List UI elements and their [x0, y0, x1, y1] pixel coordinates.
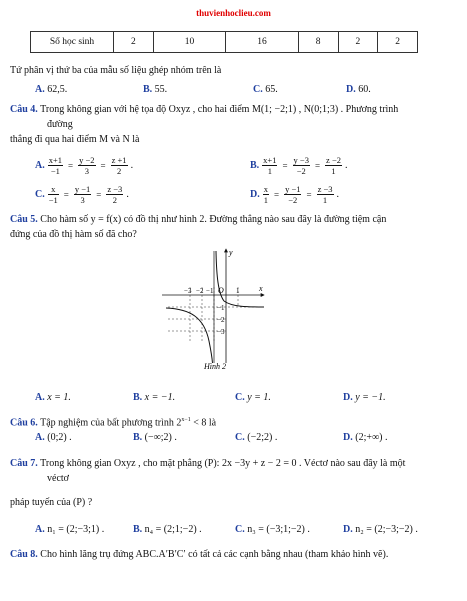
q3-question: Tứ phân vị thứ ba của mẫu số liệu ghép nhóm trên là: [10, 65, 222, 76]
q7-option-d: D. n₂ = (2;−3;−2) .: [343, 524, 418, 535]
q6-option-a: A. (0;2) .: [35, 432, 72, 443]
q5-line1: Câu 5. Cho hàm số y = f(x) có đồ thị như hình 2. Đường thẳng nào sau đây là đường tiệm cận: [10, 214, 387, 225]
origin-label: O: [218, 286, 224, 295]
q7-line2: véctơ: [47, 473, 69, 484]
tick-label: 1: [236, 287, 240, 295]
table-cell: 10: [153, 32, 226, 53]
x-axis-label: x: [259, 284, 263, 293]
q7-option-b: B. n₄ = (2;1;−2) .: [133, 524, 202, 535]
q6-option-d: D. (2;+∞) .: [343, 432, 388, 443]
q8-line1: Câu 8. Cho hình lăng trụ đứng ABC.A′B′C′ có tất cả các cạnh bằng nhau (tham khảo hình vẽ).: [10, 549, 389, 560]
watermark: thuvienhoclieu.com: [196, 8, 271, 18]
tick-label: −1: [217, 304, 225, 312]
q4-line1: Câu 4. Trong không gian với hệ tọa độ Oxyz , cho hai điểm M(1; −2;1) , N(0;1;3) . Phương trình: [10, 104, 399, 115]
tick-label: −3: [217, 328, 225, 336]
q7-option-a: A. n₁ = (2;−3;1) .: [35, 524, 105, 535]
q4-option-d: D. $\frac{x}{1}$ = $\frac{y -1}{-2}$ = $\frac{z -3}{1}$ .: [250, 184, 340, 205]
y-axis-label: y: [229, 248, 233, 257]
q5-option-c: C. y = 1.: [235, 392, 271, 403]
q7-line1: Câu 7. Trong không gian Oxyz , cho mặt phẳng (P): 2x −3y + z − 2 = 0 . Véctơ nào sau đây là một: [10, 458, 406, 469]
q5-option-b: B. x = −1.: [133, 392, 176, 403]
tick-label: −3: [184, 287, 192, 295]
q6-option-c: C. (−2;2) .: [235, 432, 278, 443]
q4-option-b: B. $\frac{x+1}{1}$ = $\frac{y -3}{-2}$ = $\frac{z -2}{1}$ .: [250, 155, 348, 176]
q3-option-b: B. 55.: [143, 84, 168, 95]
figure-caption: Hình 2: [204, 362, 226, 371]
q3-option-d: D. 60.: [346, 84, 371, 95]
q4-line3: thẳng đi qua hai điểm M và N là: [10, 134, 140, 145]
right-branch-curve: [216, 251, 264, 307]
tick-label: −2: [217, 316, 225, 324]
tick-label: −1: [206, 287, 214, 295]
q3-option-a: A. 62,5.: [35, 84, 68, 95]
q6-option-b: B. (−∞;2) .: [133, 432, 177, 443]
q3-option-c: C. 65.: [253, 84, 278, 95]
frequency-table: [30, 31, 418, 53]
table-cell: 2: [114, 32, 154, 53]
q7-option-c: C. n₃ = (−3;1;−2) .: [235, 524, 310, 535]
table-row-label: Số học sinh: [31, 32, 114, 53]
q4-line2: đường: [47, 119, 73, 130]
left-branch-curve: [166, 308, 213, 363]
table-cell: 16: [226, 32, 299, 53]
table-cell: 8: [298, 32, 338, 53]
q5-option-d: D. y = −1.: [343, 392, 386, 403]
q5-option-a: A. x = 1.: [35, 392, 71, 403]
table-cell: 2: [338, 32, 378, 53]
table-row: [31, 32, 418, 53]
function-graph-figure: [160, 245, 280, 375]
q4-option-c: C. $\frac{x}{-1}$ = $\frac{y -1}{3}$ = $\frac{z -3}{2}$ .: [35, 184, 129, 205]
q6-line1: Câu 6. Tập nghiệm của bất phương trình $2^{x-1} < 8$ là: [10, 417, 217, 429]
q7-line3: pháp tuyến của (P) ?: [10, 497, 93, 508]
tick-label: −2: [196, 287, 204, 295]
table-cell: 2: [378, 32, 418, 53]
q5-line2: đứng của đồ thị hàm số đã cho?: [10, 229, 137, 240]
q4-option-a: A. $\frac{x+1}{-1}$ = $\frac{y -2}{3}$ = $\frac{z +1}{2}$ .: [35, 155, 134, 176]
